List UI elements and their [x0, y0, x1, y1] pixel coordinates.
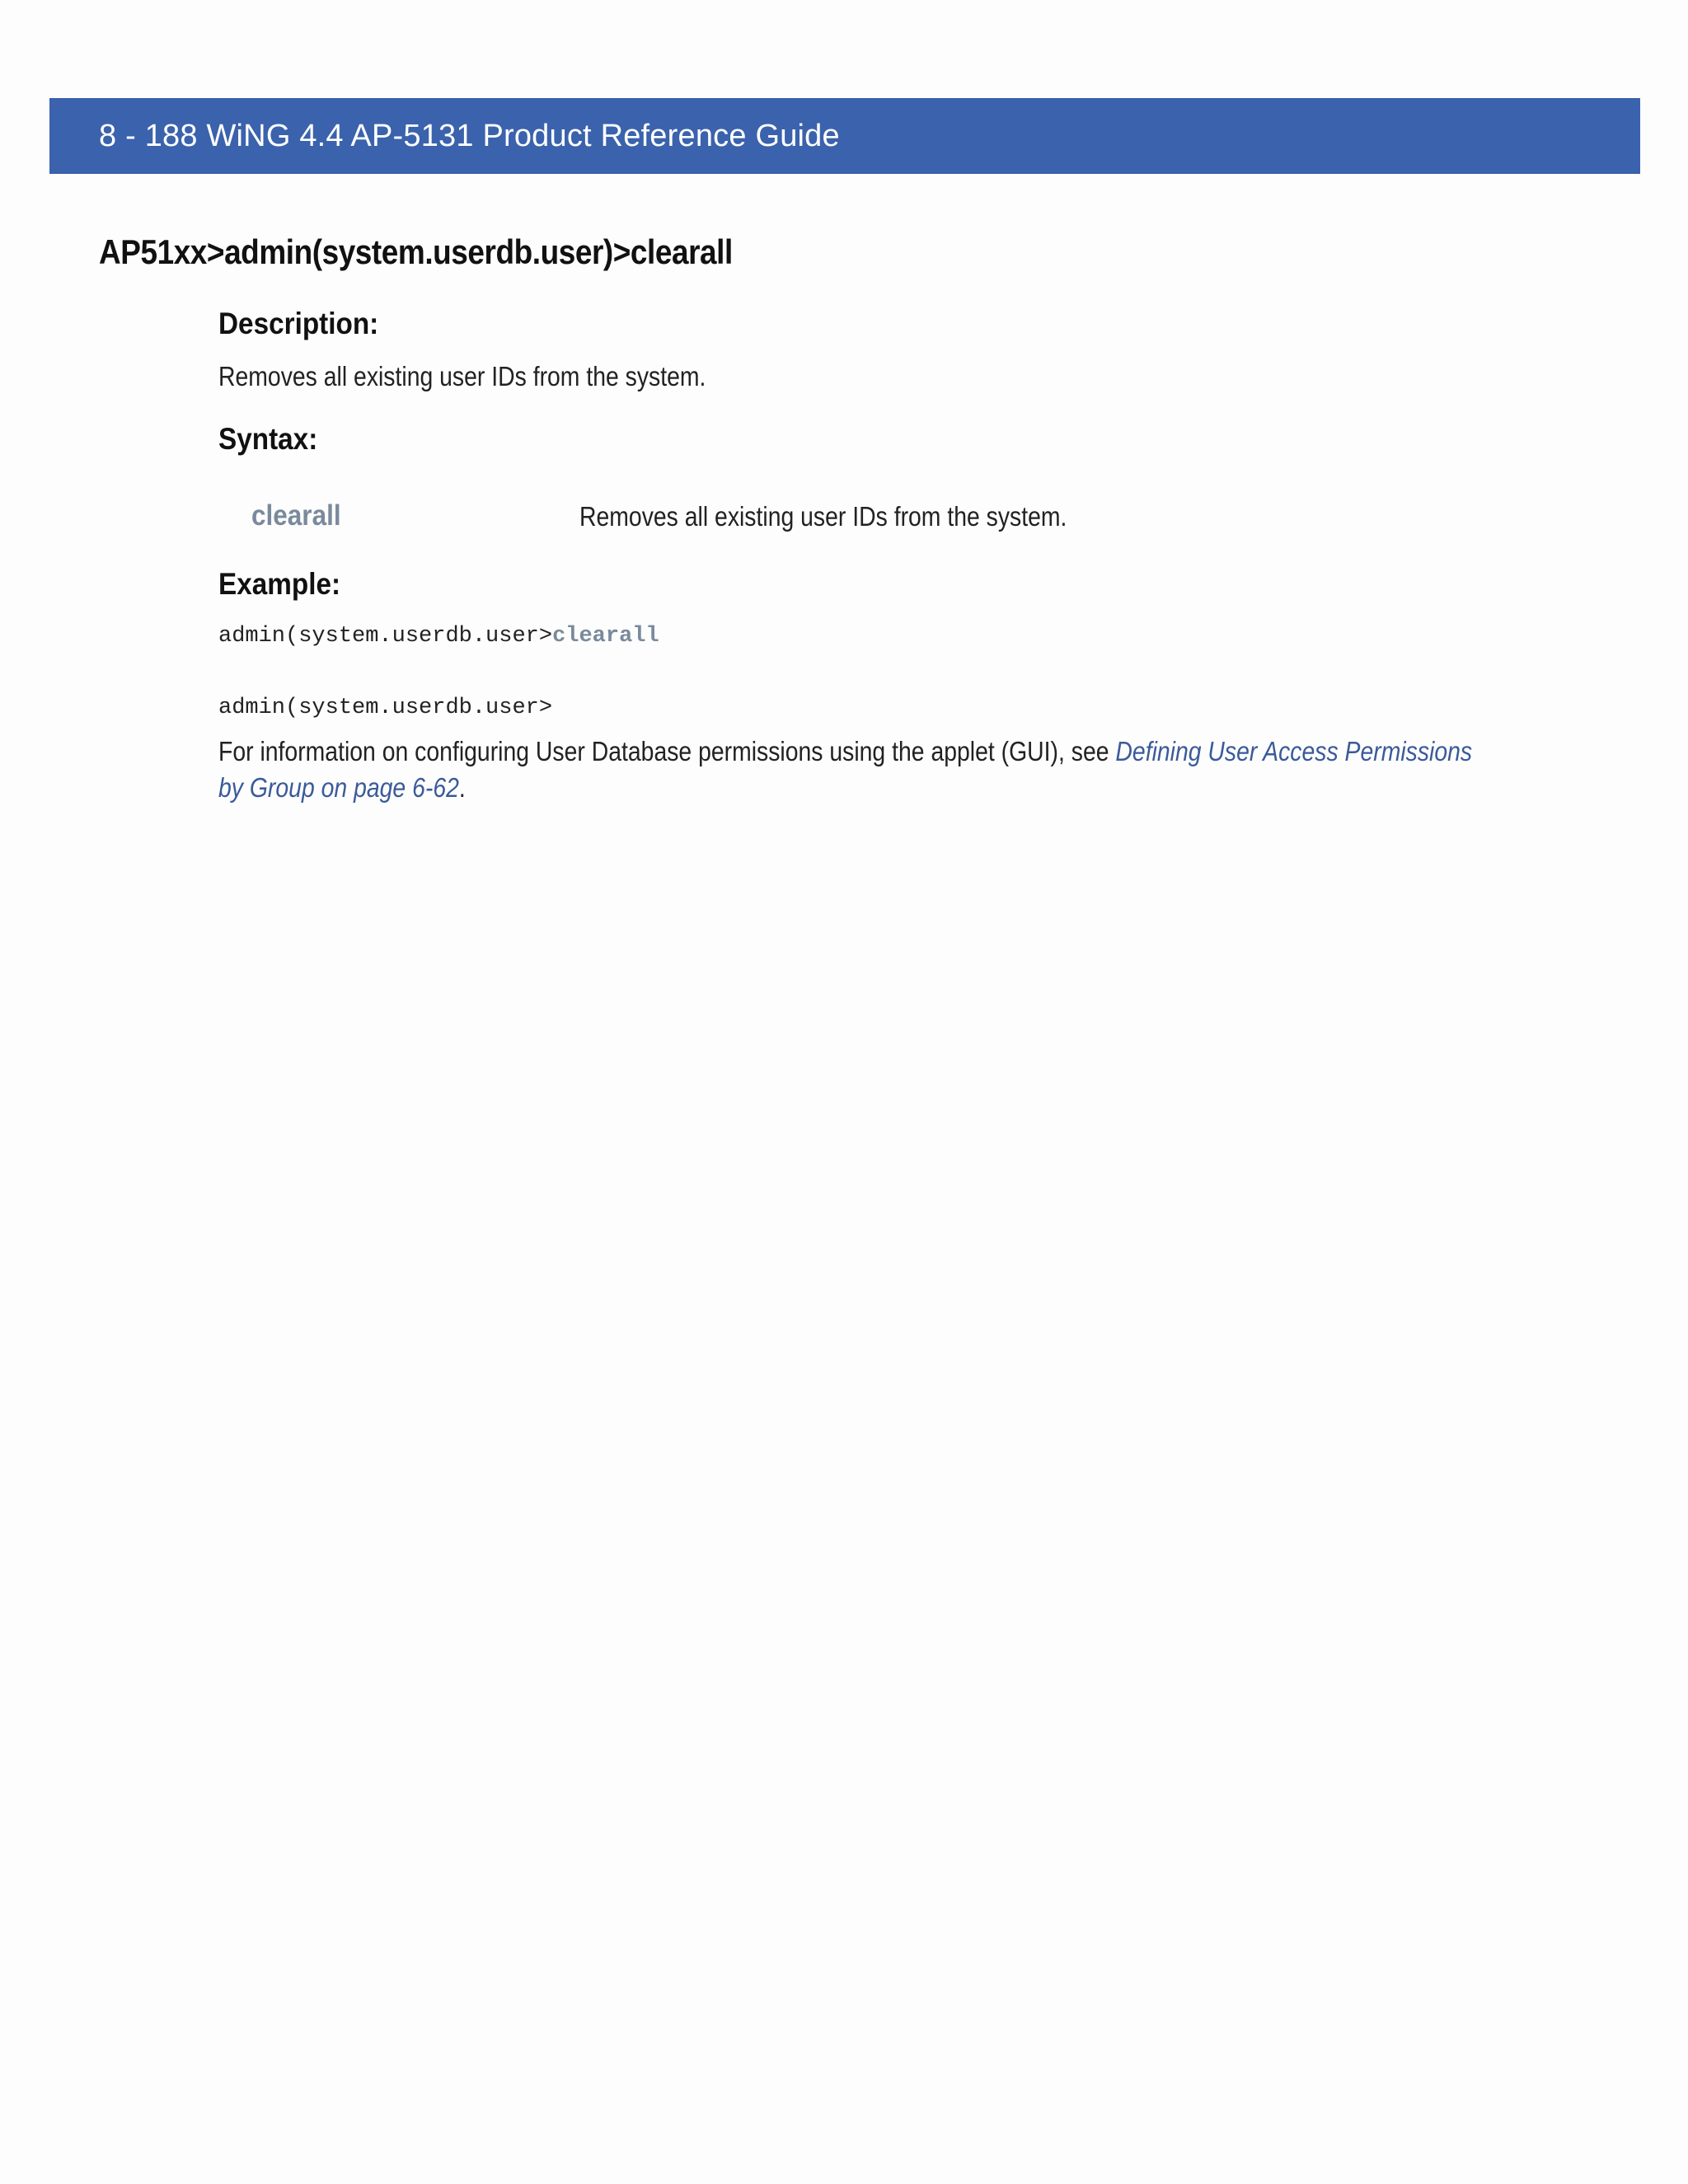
example-command-keyword: clearall	[552, 624, 659, 649]
syntax-heading: Syntax:	[218, 422, 318, 456]
example-prompt-line: admin(system.userdb.user>	[218, 696, 553, 720]
page-header-band	[49, 98, 1640, 174]
running-header-title: 8 - 188 WiNG 4.4 AP-5131 Product Reference Guide	[99, 119, 840, 153]
syntax-parameter: clearall	[251, 499, 341, 532]
syntax-table-row	[218, 499, 1537, 549]
description-text: Removes all existing user IDs from the system.	[218, 361, 706, 391]
cross-reference-line-2	[218, 770, 1409, 806]
example-command-line	[218, 624, 659, 649]
cross-reference-line-1	[218, 733, 1473, 770]
cross-reference-link[interactable]: Defining User Access Permissions	[1115, 736, 1473, 766]
command-title: AP51xx>admin(system.userdb.user)>clearall	[99, 232, 733, 271]
example-heading: Example:	[218, 567, 341, 601]
cross-reference-period: .	[458, 772, 466, 803]
description-heading: Description:	[218, 307, 379, 340]
cross-reference-paragraph	[218, 733, 1603, 806]
cross-reference-text: For information on configuring User Database permissions using the applet (GUI), see	[218, 736, 1116, 766]
cross-reference-link-continued[interactable]: by Group on page 6-62	[218, 772, 459, 803]
syntax-parameter-description: Removes all existing user IDs from the system.	[579, 501, 1067, 532]
example-prompt: admin(system.userdb.user>	[218, 624, 553, 649]
